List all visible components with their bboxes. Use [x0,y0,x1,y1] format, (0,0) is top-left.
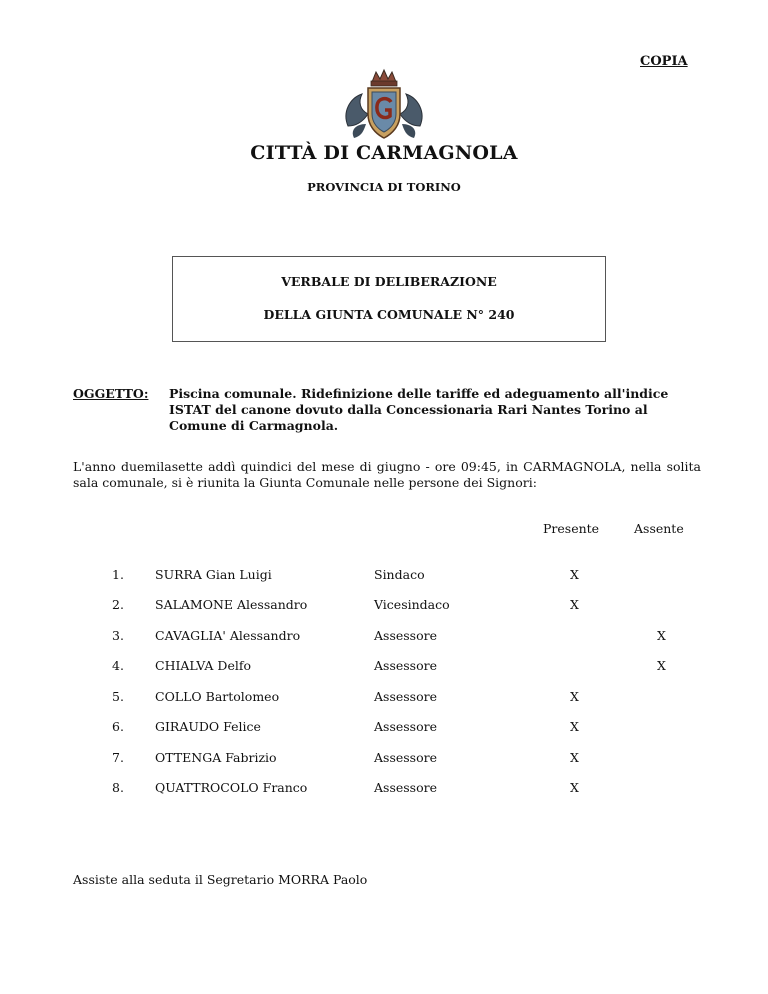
row-number: 1. [112,567,124,582]
row-absent: X [657,628,666,643]
row-number: 8. [112,780,124,795]
row-absent: X [657,658,666,673]
row-role: Assessore [374,689,437,704]
intro-paragraph: L'anno duemilasette addì quindici del mese di giugno - ore 09:45, in CARMAGNOLA, nella solita sala comunale, si è riunita la Giunta Comunale nelle persone dei Signori: [73,459,701,490]
row-number: 2. [112,597,124,612]
row-present: X [570,689,579,704]
row-present: X [570,780,579,795]
row-present: X [570,719,579,734]
row-role: Assessore [374,658,437,673]
deliberation-box [172,256,606,342]
row-number: 6. [112,719,124,734]
subject-text: Piscina comunale. Ridefinizione delle tariffe ed adeguamento all'indice ISTAT del canone dovuto dalla Concessionaria Rari Nantes Torino al Comune di Carmagnola. [169,386,669,433]
row-name: OTTENGA Fabrizio [155,750,277,765]
header-name: Cognome e Nome [155,521,268,536]
coat-of-arms-icon [340,68,428,144]
row-present: X [570,750,579,765]
row-name: QUATTROCOLO Franco [155,780,308,795]
copy-label: COPIA [640,54,688,69]
row-name: SALAMONE Alessandro [155,597,308,612]
row-role: Sindaco [374,567,425,582]
row-name: COLLO Bartolomeo [155,689,280,704]
row-role: Assessore [374,750,437,765]
header-present: Presente [543,521,600,536]
row-number: 7. [112,750,124,765]
city-title: CITTÀ DI CARMAGNOLA [250,142,518,164]
province-label: PROVINCIA DI TORINO [307,180,461,194]
header-number: N° [78,521,96,536]
deliberation-title: VERBALE DI DELIBERAZIONE [281,274,497,289]
row-number: 4. [112,658,124,673]
row-number: 3. [112,628,124,643]
row-number: 5. [112,689,124,704]
row-role: Vicesindaco [374,597,450,612]
deliberation-number: DELLA GIUNTA COMUNALE N° 240 [263,307,515,322]
row-role: Assessore [374,719,437,734]
header-absent: Assente [634,521,684,536]
row-name: CAVAGLIA' Alessandro [155,628,301,643]
secretary-note: Assiste alla seduta il Segretario MORRA Paolo [73,872,368,887]
row-role: Assessore [374,628,437,643]
row-present: X [570,597,579,612]
row-name: CHIALVA Delfo [155,658,251,673]
row-name: GIRAUDO Felice [155,719,261,734]
row-present: X [570,567,579,582]
row-role: Assessore [374,780,437,795]
row-name: SURRA Gian Luigi [155,567,272,582]
subject-label: OGGETTO: [73,386,149,401]
